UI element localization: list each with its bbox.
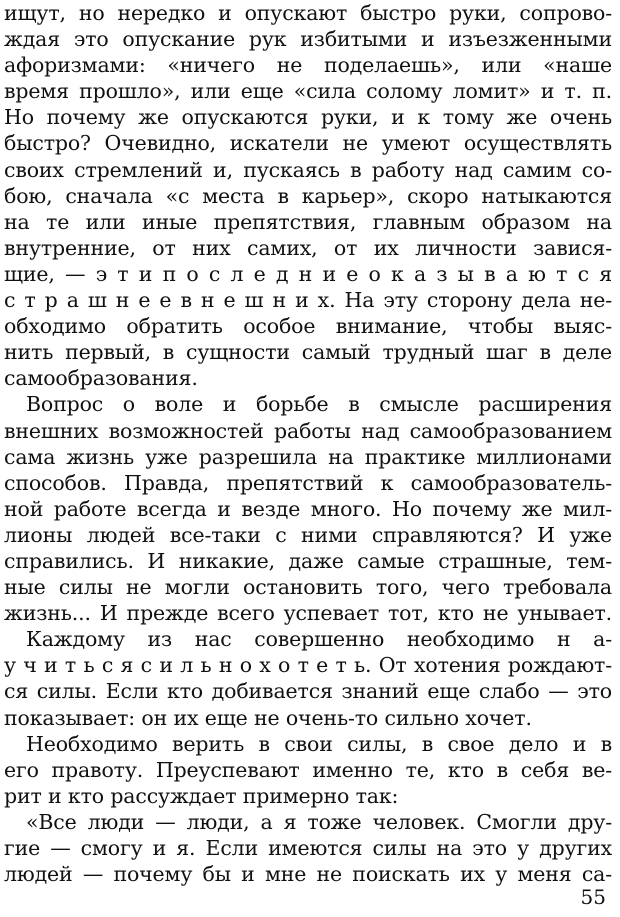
text-line: ной работе всегда и везде много. Но почему же мил- bbox=[4, 496, 612, 521]
text-line: «Все люди — люди, а я тоже человек. Смогли дру- bbox=[26, 809, 612, 834]
page-number: 55 bbox=[580, 885, 606, 909]
text-line: лионы людей все-таки с ними справляются? И уже bbox=[4, 522, 612, 547]
text-line: обходимо обратить особое внимание, чтобы выяс- bbox=[4, 314, 612, 339]
text-line: на те или иные препятствия, главным образом на bbox=[4, 209, 612, 234]
text-line: внутренние, от них самих, от их личности завися- bbox=[4, 235, 612, 260]
text-line: ся силы. Если кто добивается знаний еще слабо — это bbox=[4, 679, 612, 704]
text-line: показывает: он их еще не очень-то сильно хочет. bbox=[4, 705, 532, 730]
text-line: внешних возможностей работы над самообразованием bbox=[4, 418, 612, 443]
text-line: с т р а ш н е е в н е ш н и х. На эту сторону дела не- bbox=[4, 288, 612, 313]
text-line: справились. И никакие, даже самые страшные, тем- bbox=[4, 548, 612, 573]
text-line: способов. Правда, препятствий к самообразователь- bbox=[4, 470, 612, 495]
text-line: Но почему же опускаются руки, и к тому же очень bbox=[4, 105, 612, 130]
text-line: Каждому из нас совершенно необходимо н а- bbox=[26, 627, 612, 652]
text-line: нить первый, в сущности самый трудный шаг в деле bbox=[4, 340, 612, 365]
text-line: Необходимо верить в свои силы, в свое дело и в bbox=[26, 731, 612, 756]
text-line: его правоту. Преуспевают именно те, кто в себя ве- bbox=[4, 757, 612, 782]
text-line: жизнь... И прежде всего успевает тот, кто не унывает. bbox=[4, 601, 612, 626]
text-line: самообразования. bbox=[4, 366, 198, 391]
text-line: бою, сначала «с места в карьер», скоро натыкаются bbox=[4, 183, 612, 208]
text-line: людей — почему бы и мне не поискать их у меня са- bbox=[4, 862, 612, 887]
text-line: время прошло», или еще «сила солому ломит» и т. п. bbox=[4, 79, 612, 104]
text-line: щие, — э т и п о с л е д н и е о к а з ы в а ю т с я bbox=[4, 261, 612, 286]
text-line: у ч и т ь с я с и л ь н о х о т е т ь. От хотения рождают- bbox=[4, 653, 612, 678]
text-line: быстро? Очевидно, искатели не умеют осуществлять bbox=[4, 131, 612, 156]
text-line: ищут, но нередко и опускают быстро руки, сопрово- bbox=[4, 1, 612, 25]
text-line: афоризмами: «ничего не поделаешь», или «наше bbox=[4, 53, 612, 78]
text-line: ждая это опускание рук избитыми и изъезженными bbox=[4, 27, 612, 52]
text-line: гие — смогу и я. Если имеются силы на это у других bbox=[4, 836, 612, 860]
text-line: ные силы не могли остановить того, чего требовала bbox=[4, 575, 612, 600]
body-text bbox=[4, 0, 612, 887]
text-line: своих стремлений и, пускаясь в работу над самим со- bbox=[4, 157, 612, 182]
text-line: сама жизнь уже разрешила на практике миллионами bbox=[4, 444, 612, 469]
text-line: Вопрос о воле и борьбе в смысле расширения bbox=[26, 392, 612, 417]
text-line: рит и кто рассуждает примерно так: bbox=[4, 783, 399, 808]
